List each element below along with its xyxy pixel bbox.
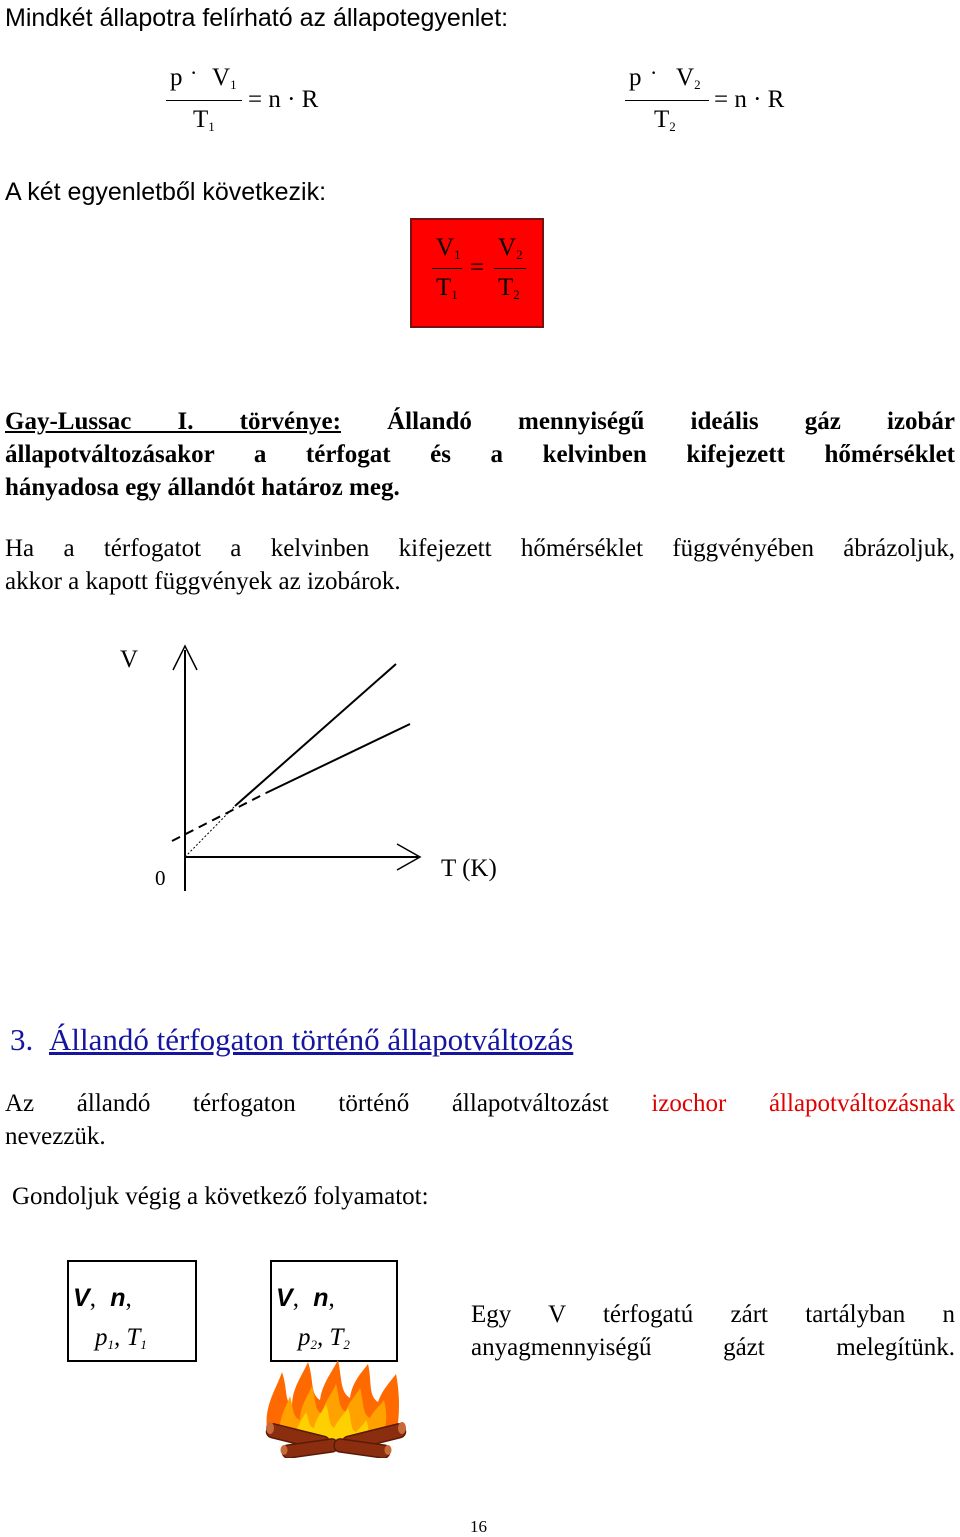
definition-line-2: nevezzük.	[5, 1123, 106, 1150]
fire-icon	[262, 1358, 410, 1458]
boxed-equation	[410, 218, 544, 328]
eq2-T: $T_2$	[654, 106, 676, 134]
law-title: Gay-Lussac I. törvénye:	[5, 408, 341, 435]
explain-line-2: akkor a kapott függvények az izobárok.	[5, 568, 401, 595]
eq1-V: $V_1$	[212, 64, 237, 92]
law-line-1: Gay-Lussac I. törvénye: Állandó mennyiségű ideális gáz izobár	[5, 408, 955, 435]
graph-origin-label: 0	[155, 866, 166, 890]
process-text	[471, 1298, 955, 1364]
boxed-left-den: $T_1$	[436, 274, 458, 302]
state-2-box	[270, 1260, 398, 1362]
state-1-row-1: V, n,	[73, 1284, 132, 1312]
state-2-row-2: $p_2$, $T_2$	[298, 1324, 350, 1352]
boxed-right-den: $T_2$	[498, 274, 520, 302]
state-1-row-2: $p_1$, $T_1$	[95, 1324, 147, 1352]
state-2-row-1: V, n,	[276, 1284, 335, 1312]
law-line-3: hányadosa egy állandót határoz meg.	[5, 474, 400, 501]
definition-highlight: izochor állapotváltozásnak	[651, 1090, 955, 1117]
definition-paragraph	[5, 1087, 955, 1153]
eq1-dot: ·	[190, 60, 198, 85]
eq2-fraction-bar	[625, 100, 709, 101]
eq2-rhs: = n · R	[714, 86, 785, 113]
state-1-box	[67, 1260, 197, 1362]
process-text-line-2: anyagmennyiségű gázt melegítünk.	[471, 1334, 955, 1361]
boxed-right-bar	[494, 268, 526, 269]
isobar-line-steep	[235, 664, 396, 806]
law-paragraph	[5, 405, 955, 504]
explain-paragraph	[5, 532, 955, 598]
definition-line-1: Az állandó térfogaton történő állapotváltozást izochor állapotváltozásnak	[5, 1090, 955, 1117]
process-intro: Gondoljuk végig a következő folyamatot:	[12, 1183, 429, 1210]
law-line-2: állapotváltozásakor a térfogat és a kelvinben kifejezett hőmérséklet	[5, 441, 955, 468]
eq2-p: p	[629, 64, 642, 91]
eq1-rhs: = n · R	[248, 86, 319, 113]
boxed-equals: =	[470, 254, 485, 281]
eq1-T: $T_1$	[193, 106, 215, 134]
eq2-V: $V_2$	[676, 64, 701, 92]
extrapolation-dashed	[172, 793, 266, 841]
section-heading	[10, 1022, 573, 1058]
graph-y-label: V	[120, 646, 139, 673]
eq1-fraction-bar	[166, 100, 242, 101]
page-number: 16	[470, 1517, 487, 1536]
boxed-left-num: $V_1$	[436, 234, 461, 262]
section-title: Állandó térfogaton történő állapotváltozás	[49, 1022, 574, 1057]
process-text-line-1: Egy V térfogatú zárt tartályban n	[471, 1301, 955, 1328]
boxed-left-bar	[432, 268, 462, 269]
section-number: 3.	[10, 1022, 34, 1057]
boxed-right-num: $V_2$	[498, 234, 523, 262]
explain-line-1: Ha a térfogatot a kelvinben kifejezett hőmérséklet függvényében ábrázoljuk,	[5, 535, 955, 562]
eq2-dot: ·	[650, 60, 658, 85]
graph-x-label: T (K)	[441, 855, 497, 882]
intro-text-state-equation: Mindkét állapotra felírható az állapotegyenlet:	[5, 4, 509, 32]
eq1-p: p	[170, 64, 183, 91]
intro-text-consequence: A két egyenletből következik:	[5, 178, 327, 206]
